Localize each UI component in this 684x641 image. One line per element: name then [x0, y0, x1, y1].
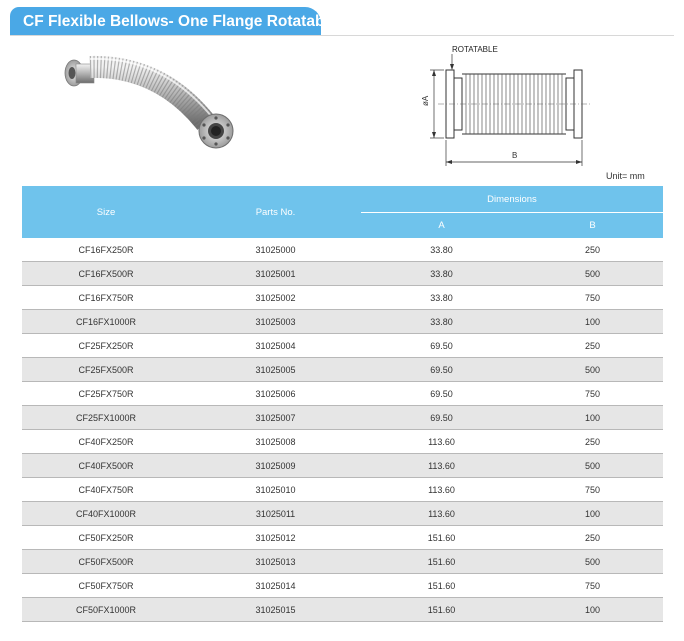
dim-b-cell: 500: [522, 550, 663, 574]
dim-a-cell: 33.80: [361, 286, 522, 310]
size-cell: CF50FX250R: [22, 526, 190, 550]
size-cell: CF16FX750R: [22, 286, 190, 310]
table-row: [22, 262, 663, 286]
header-dimensions: Dimensions: [361, 186, 663, 213]
dim-a-cell: 113.60: [361, 430, 522, 454]
dim-b-cell: 250: [522, 238, 663, 262]
dim-b-label: B: [512, 151, 518, 160]
size-cell: CF40FX500R: [22, 454, 190, 478]
size-cell: CF50FX500R: [22, 550, 190, 574]
dim-a-cell: 69.50: [361, 382, 522, 406]
table-row: [22, 286, 663, 310]
bellows-dimension-drawing: [408, 40, 608, 175]
table-row: [22, 382, 663, 406]
dim-b-cell: 250: [522, 526, 663, 550]
dim-a-cell: 69.50: [361, 334, 522, 358]
part-number-cell: 31025006: [190, 382, 361, 406]
table-row: [22, 454, 663, 478]
table-row: [22, 310, 663, 334]
dim-a-cell: 113.60: [361, 502, 522, 526]
table-row: [22, 478, 663, 502]
dim-a-cell: 151.60: [361, 598, 522, 622]
dim-a-cell: 69.50: [361, 358, 522, 382]
table-row: [22, 502, 663, 526]
page-title: CF Flexible Bellows- One Flange Rotatable: [10, 7, 321, 36]
dim-a-cell: 113.60: [361, 454, 522, 478]
size-cell: CF25FX1000R: [22, 406, 190, 430]
dim-b-cell: 500: [522, 454, 663, 478]
dim-a-cell: 33.80: [361, 238, 522, 262]
bellows-spec-table: [22, 186, 663, 622]
part-number-cell: 31025010: [190, 478, 361, 502]
dim-a-cell: 151.60: [361, 574, 522, 598]
size-cell: CF16FX500R: [22, 262, 190, 286]
part-number-cell: 31025013: [190, 550, 361, 574]
part-number-cell: 31025004: [190, 334, 361, 358]
dim-b-cell: 100: [522, 310, 663, 334]
table-row: [22, 238, 663, 262]
size-cell: CF25FX500R: [22, 358, 190, 382]
size-cell: CF40FX250R: [22, 430, 190, 454]
header-dim-b: B: [522, 213, 663, 239]
dim-b-cell: 100: [522, 406, 663, 430]
rotatable-label: ROTATABLE: [452, 45, 498, 54]
table-row: [22, 550, 663, 574]
dim-b-cell: 750: [522, 382, 663, 406]
size-cell: CF25FX750R: [22, 382, 190, 406]
dim-b-cell: 100: [522, 502, 663, 526]
part-number-cell: 31025000: [190, 238, 361, 262]
dim-a-cell: 33.80: [361, 310, 522, 334]
table-row: [22, 358, 663, 382]
size-cell: CF40FX1000R: [22, 502, 190, 526]
header-parts-no: Parts No.: [190, 186, 361, 238]
dim-b-cell: 250: [522, 430, 663, 454]
table-row: [22, 334, 663, 358]
dim-a-cell: 113.60: [361, 478, 522, 502]
unit-note: Unit= mm: [606, 171, 645, 181]
size-cell: CF50FX750R: [22, 574, 190, 598]
size-cell: CF16FX1000R: [22, 310, 190, 334]
part-number-cell: 31025009: [190, 454, 361, 478]
part-number-cell: 31025003: [190, 310, 361, 334]
size-cell: CF25FX250R: [22, 334, 190, 358]
table-row: [22, 406, 663, 430]
header-dim-a: A: [361, 213, 522, 239]
size-cell: CF50FX1000R: [22, 598, 190, 622]
bellows-product-photo: [50, 45, 250, 165]
table-row: [22, 598, 663, 622]
size-cell: CF40FX750R: [22, 478, 190, 502]
part-number-cell: 31025012: [190, 526, 361, 550]
dim-b-cell: 750: [522, 478, 663, 502]
size-cell: CF16FX250R: [22, 238, 190, 262]
table-row: [22, 574, 663, 598]
dim-b-cell: 500: [522, 262, 663, 286]
title-divider: [10, 35, 674, 36]
part-number-cell: 31025007: [190, 406, 361, 430]
part-number-cell: 31025005: [190, 358, 361, 382]
part-number-cell: 31025008: [190, 430, 361, 454]
dim-a-cell: 151.60: [361, 526, 522, 550]
dim-a-cell: 69.50: [361, 406, 522, 430]
part-number-cell: 31025001: [190, 262, 361, 286]
dim-a-cell: 151.60: [361, 550, 522, 574]
header-size: Size: [22, 186, 190, 238]
dim-b-cell: 250: [522, 334, 663, 358]
dim-b-cell: 750: [522, 286, 663, 310]
table-row: [22, 526, 663, 550]
dim-a-cell: 33.80: [361, 262, 522, 286]
part-number-cell: 31025002: [190, 286, 361, 310]
table-row: [22, 430, 663, 454]
dim-b-cell: 100: [522, 598, 663, 622]
dim-b-cell: 500: [522, 358, 663, 382]
part-number-cell: 31025011: [190, 502, 361, 526]
part-number-cell: 31025014: [190, 574, 361, 598]
dim-a-label: øA: [421, 95, 430, 106]
part-number-cell: 31025015: [190, 598, 361, 622]
dim-b-cell: 750: [522, 574, 663, 598]
